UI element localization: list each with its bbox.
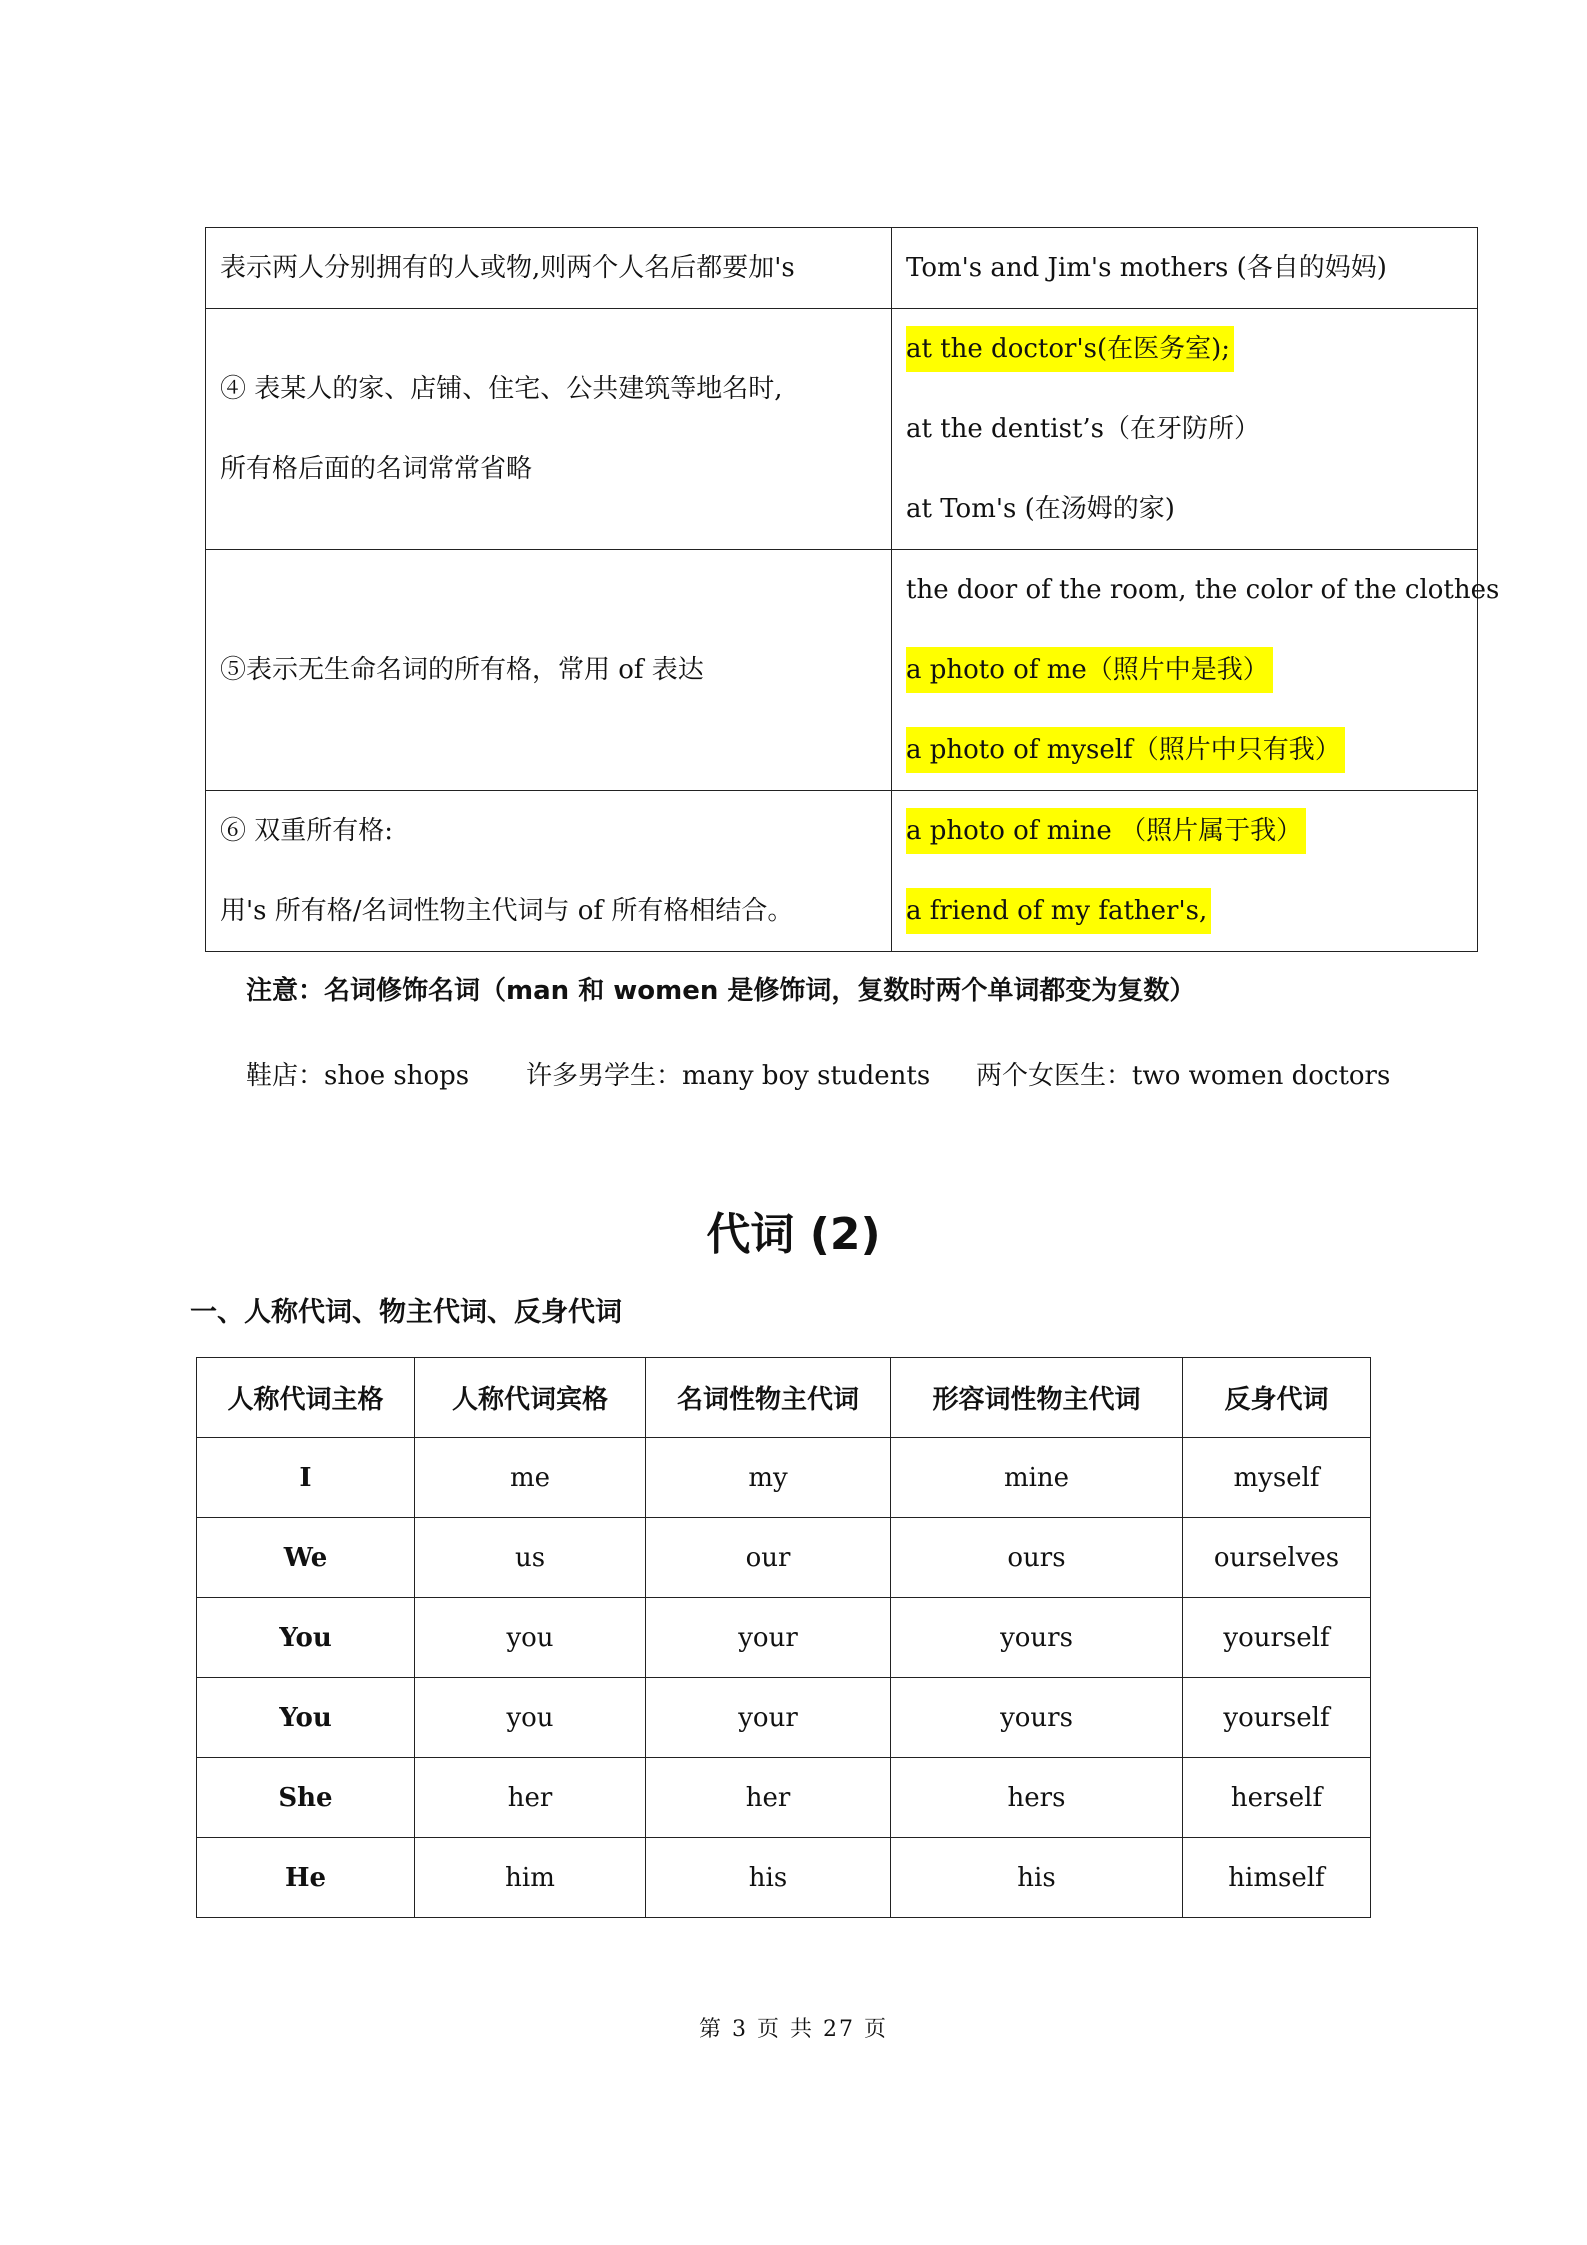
- pronoun-cell: his: [891, 1838, 1183, 1918]
- pronoun-table-head: [197, 1358, 1371, 1438]
- pronoun-column-header: 形容词性物主代词: [891, 1358, 1183, 1438]
- pronoun-cell: herself: [1183, 1758, 1371, 1838]
- usage-row: [206, 228, 1478, 309]
- usage-rule-cell: [206, 309, 892, 550]
- pronoun-cell: us: [415, 1518, 646, 1598]
- pronoun-cell: You: [197, 1678, 415, 1758]
- pronoun-cell: you: [415, 1678, 646, 1758]
- usage-rule-text: ④ 表某人的家、店铺、住宅、公共建筑等地名时,: [220, 374, 783, 404]
- pronoun-cell: your: [646, 1598, 891, 1678]
- pronoun-column-header: 人称代词主格: [197, 1358, 415, 1438]
- pronoun-cell: your: [646, 1678, 891, 1758]
- usage-rule-cell: [206, 228, 892, 309]
- pronoun-cell: ours: [891, 1518, 1183, 1598]
- pronoun-cell: We: [197, 1518, 415, 1598]
- highlighted-example: a photo of mine （照片属于我）: [906, 808, 1306, 854]
- pronoun-cell: yourself: [1183, 1678, 1371, 1758]
- usage-rule-cell: [206, 550, 892, 791]
- usage-rule-text: 所有格后面的名词常常省略: [220, 454, 533, 484]
- usage-example-line: [906, 228, 1463, 308]
- pronoun-cell: She: [197, 1758, 415, 1838]
- table-row: [197, 1438, 1371, 1518]
- pronoun-cell: you: [415, 1598, 646, 1678]
- pronoun-cell: himself: [1183, 1838, 1371, 1918]
- table-row: [197, 1678, 1371, 1758]
- pronoun-table-body: [197, 1438, 1371, 1918]
- pronoun-cell: You: [197, 1598, 415, 1678]
- pronoun-cell: myself: [1183, 1438, 1371, 1518]
- usage-example-text: at the dentist’s（在牙防所）: [906, 414, 1260, 444]
- usage-example-cell: [892, 309, 1478, 550]
- note-text: 注意：名词修饰名词（man 和 women 是修饰词，复数时两个单词都变为复数）: [246, 976, 1196, 1006]
- table-row: [197, 1518, 1371, 1598]
- usage-example-line: [906, 389, 1463, 469]
- possessive-usage-table-body: [206, 228, 1500, 952]
- usage-row: [206, 550, 1478, 791]
- section-title: 代词 (2): [706, 1209, 881, 1260]
- usage-example-line: [906, 710, 1463, 790]
- example-women-doctors: 两个女医生：two women doctors: [976, 1061, 1391, 1091]
- usage-example-text: at Tom's (在汤姆的家): [906, 494, 1175, 524]
- pronoun-table: [196, 1357, 1371, 1918]
- pronoun-header-row: [197, 1358, 1371, 1438]
- pronoun-cell: his: [646, 1838, 891, 1918]
- pronoun-cell: yours: [891, 1598, 1183, 1678]
- highlighted-example: at the doctor's(在医务室);: [906, 326, 1234, 372]
- pronoun-cell: her: [646, 1758, 891, 1838]
- usage-example-line: [906, 630, 1463, 710]
- usage-example-line: [906, 871, 1463, 951]
- usage-rule-text: 用's 所有格/名词性物主代词与 of 所有格相结合。: [220, 896, 794, 926]
- pronoun-column-header: 人称代词宾格: [415, 1358, 646, 1438]
- pronoun-cell: my: [646, 1438, 891, 1518]
- table-row: [197, 1758, 1371, 1838]
- pronoun-cell: me: [415, 1438, 646, 1518]
- page-footer: 第 3 页 共 27 页: [699, 2017, 888, 2042]
- table-row: [197, 1838, 1371, 1918]
- pronoun-cell: ourselves: [1183, 1518, 1371, 1598]
- pronoun-cell: her: [415, 1758, 646, 1838]
- example-shoe-shops: 鞋店：shoe shops: [246, 1061, 470, 1091]
- usage-row: [206, 791, 1478, 952]
- usage-example-line: [906, 550, 1500, 630]
- usage-example-line: [906, 469, 1463, 549]
- example-boy-students: 许多男学生：many boy students: [526, 1061, 931, 1091]
- highlighted-example: a friend of my father's,: [906, 888, 1211, 934]
- highlighted-example: a photo of myself（照片中只有我）: [906, 727, 1345, 773]
- pronoun-cell: He: [197, 1838, 415, 1918]
- pronoun-cell: I: [197, 1438, 415, 1518]
- usage-example-line: [906, 791, 1463, 871]
- pronoun-cell: yours: [891, 1678, 1183, 1758]
- pronoun-cell: him: [415, 1838, 646, 1918]
- pronoun-cell: yourself: [1183, 1598, 1371, 1678]
- possessive-usage-table: [205, 227, 1500, 952]
- usage-example-cell: [892, 550, 1500, 791]
- usage-example-cell: [892, 228, 1478, 309]
- highlighted-example: a photo of me（照片中是我）: [906, 647, 1273, 693]
- usage-rule-text: 表示两人分别拥有的人或物,则两个人名后都要加's: [220, 253, 795, 283]
- pronoun-cell: our: [646, 1518, 891, 1598]
- pronoun-column-header: 名词性物主代词: [646, 1358, 891, 1438]
- usage-example-text: Tom's and Jim's mothers (各自的妈妈): [906, 253, 1387, 283]
- pronoun-cell: mine: [891, 1438, 1183, 1518]
- usage-example-line: [906, 309, 1463, 389]
- usage-row: [206, 309, 1478, 550]
- table-row: [197, 1598, 1371, 1678]
- usage-rule-text: ⑤表示无生命名词的所有格，常用 of 表达: [220, 655, 704, 685]
- pronoun-cell: hers: [891, 1758, 1183, 1838]
- usage-rule-cell: [206, 791, 892, 952]
- usage-example-text: the door of the room, the color of the clothes: [906, 575, 1500, 605]
- usage-rule-text: ⑥ 双重所有格:: [220, 816, 394, 846]
- pronoun-column-header: 反身代词: [1183, 1358, 1371, 1438]
- usage-example-cell: [892, 791, 1478, 952]
- section-heading: 一、人称代词、物主代词、反身代词: [190, 1297, 622, 1328]
